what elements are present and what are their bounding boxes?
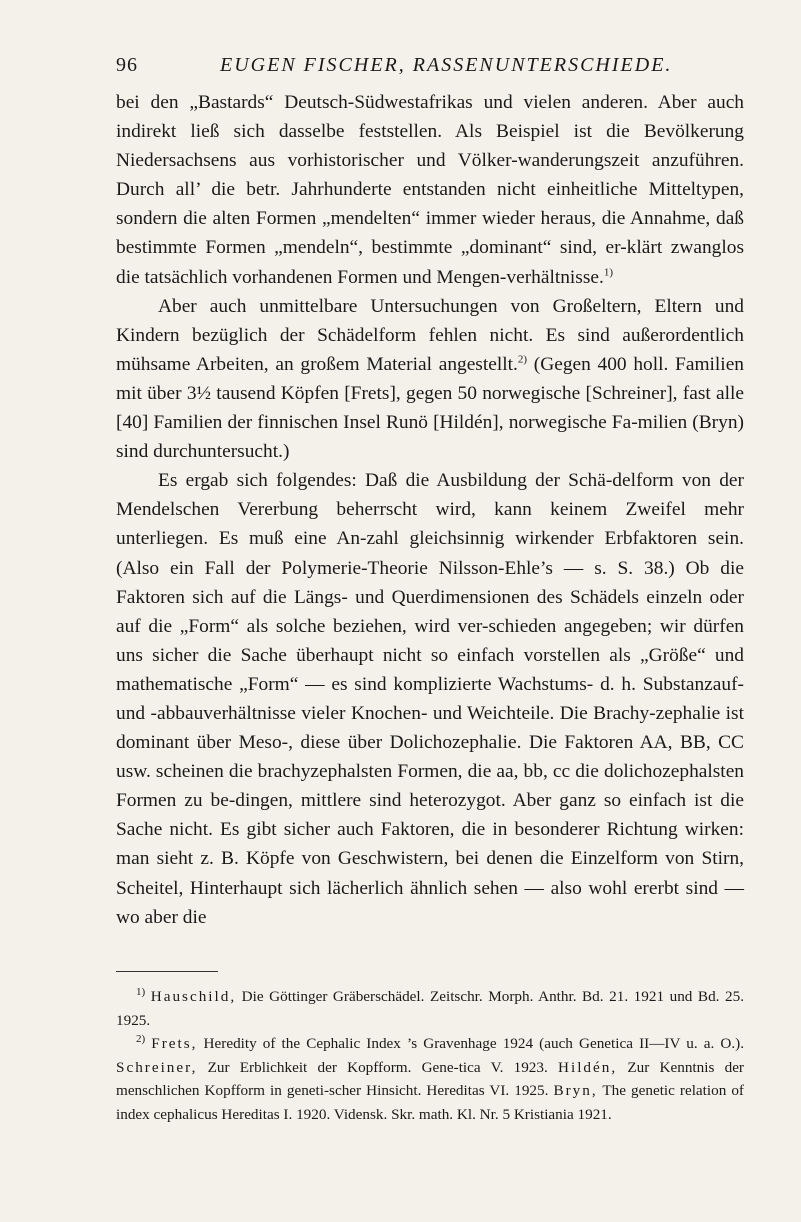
body-text [116,88,744,932]
footnote-1-author: Hauschild, [150,988,237,1005]
footnote-ref-2: 2) [517,353,528,366]
footnote-2-text-schreiner: Zur Erblichkeit der Kopfform. Gene-tica V. 1923. [197,1058,558,1076]
footnotes [116,985,744,1127]
footnote-2 [116,1032,744,1126]
page-header [116,54,744,82]
footnote-2-text-bryn: The genetic relation of index cephalicus Hereditas I. 1920. Vidensk. Skr. math. Kl. Nr. 5 Kristiania 1921. [116,1082,744,1123]
footnote-2-author-frets: Frets, [151,1035,198,1053]
paragraph-2 [116,292,744,467]
footnote-2-author-hilden: Hildén, [558,1058,618,1076]
footnote-divider [116,971,218,972]
paragraph-1 [116,88,744,292]
paragraph-2-text-a: Aber auch unmittelbare Untersuchungen von Großeltern, Eltern und Kindern bezüglich der Schädelform fehlen nicht. Es sind außerordentlich mühsame Arbeiten, an großem Material angestellt. [116,295,744,375]
paragraph-3: Es ergab sich folgendes: Daß die Ausbildung der Schä-delform von der Mendelschen Vererbung beherrscht wird, kann keinem Zweifel mehr unterliegen. Es muß eine An-zahl gleichsinnig wirkender Erbfaktoren sein. (Also ein Fall der Polymerie-Theorie Nilsson-Ehle’s — s. S. 38.) Ob die Faktoren sich auf die Längs- und Querdimensionen des Schädels einzeln oder auf die „Form“ als solche beziehen, wird ver-schieden angegeben; wir dürfen uns sicher die Sache überhaupt nicht so einfach vorstellen als „Größe“ und mathematische „Form“ — es sind komplizierte Wachstums- d. h. Substanzauf- und -abbauverhältnisse vieler Knochen- und Weichteile. Die Brachy-zephalie ist dominant über Meso-, diese über Dolichozephalie. Die Faktoren AA, BB, CC usw. scheinen die brachyzephalsten Formen, die aa, bb, cc die dolichozephalsten Formen zu be-dingen, mittlere sind heterozygot. Aber ganz so einfach ist die Sache nicht. Es gibt sicher auch Faktoren, die in besonderer Richtung wirken: man sieht z. B. Köpfe von Geschwistern, bei denen die Einzelform von Stirn, Scheitel, Hinterhaupt sich lächerlich ähnlich sehen — also wohl ererbt sind — wo aber die [116,470,744,928]
footnote-2-author-schreiner: Schreiner, [116,1058,198,1076]
page-number: 96 [116,54,138,76]
paragraph-2-text-b: (Gegen 400 holl. Familien mit über 3½ tausend Köpfen [Frets], gegen 50 norwegische [Schreiner], fast alle [40] Familien der finnischen Insel Runö [Hildén], norwegische Fa-milien (Bryn) sind durchuntersucht.) [116,353,744,463]
footnote-2-mark: 2) [136,1033,146,1046]
footnote-2-text-frets: Heredity of the Cephalic Index ’s Gravenhage 1924 (auch Genetica II—IV u. a. O.). [197,1035,745,1053]
running-head: EUGEN FISCHER, RASSENUNTERSCHIEDE. [220,54,673,76]
footnote-2-author-bryn: Bryn, [553,1082,598,1100]
footnote-1-mark: 1) [136,985,146,998]
footnote-ref-1: 1) [603,266,614,279]
footnote-1-text: Die Göttinger Gräberschädel. Zeitschr. Morph. Anthr. Bd. 21. 1921 und Bd. 25. 1925. [116,988,744,1029]
footnote-2-text-hilden: Zur Kenntnis der menschlichen Kopfform in geneti-scher Hinsicht. Hereditas VI. 1925. [116,1058,744,1100]
footnote-1 [116,985,744,1032]
paragraph-1-text: bei den „Bastards“ Deutsch-Südwestafrikas und vielen anderen. Aber auch indirekt ließ sich dasselbe feststellen. Als Beispiel ist die Bevölkerung Niedersachsens aus vorhistorischer und Völker-wanderungszeit anzuführen. Durch all’ die betr. Jahrhunderte entstanden nicht einheitliche Mitteltypen, sondern die alten Formen „mendelten“ immer wieder heraus, die Annahme, daß bestimmte Formen „mendeln“, bestimmte „dominant“ sind, er-klärt zwanglos die tatsächlich vorhandenen Formen und Mengen-verhältnisse. [116,92,744,288]
